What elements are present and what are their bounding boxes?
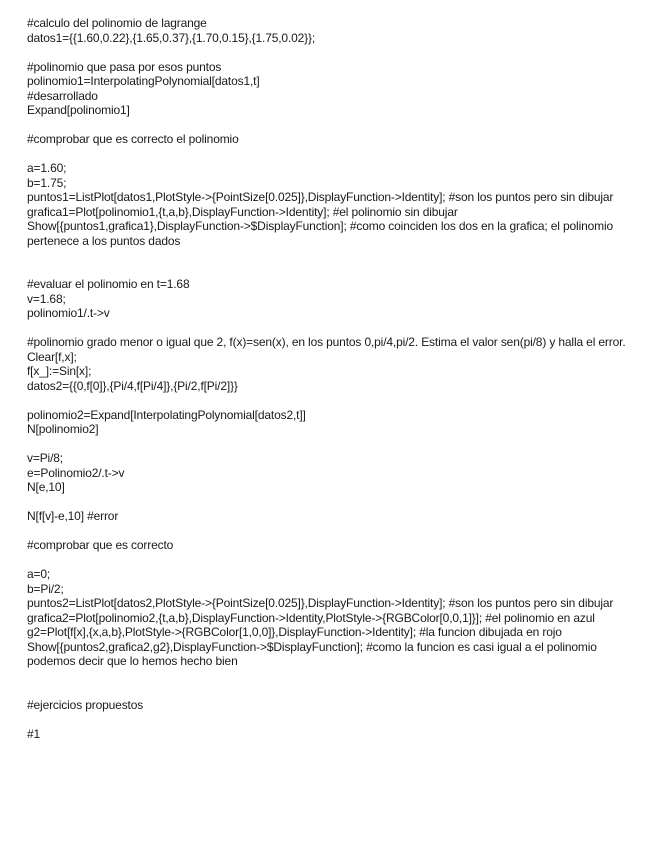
- code-line: N[e,10]: [27, 480, 65, 494]
- code-line: #comprobar que es correcto: [27, 538, 174, 552]
- blank-line: [27, 45, 629, 60]
- blank-line: [27, 393, 629, 408]
- code-line: e=Polinomio2/.t->v: [27, 465, 125, 480]
- blank-line: [27, 553, 629, 568]
- code-line: Clear[f,x];: [27, 349, 77, 364]
- code-line: polinomio2=Expand[InterpolatingPolynomial[datos2,t]]: [27, 407, 306, 422]
- code-line: puntos1=ListPlot[datos1,PlotStyle->{PointSize[0.025]},DisplayFunction->Identity]; #son los puntos pero sin dibujar: [27, 190, 614, 204]
- code-line: a=0;: [27, 567, 51, 581]
- code-line: #comprobar que es correcto el polinomio: [27, 132, 239, 146]
- code-line: v=1.68;: [27, 291, 66, 306]
- code-line: grafica1=Plot[polinomio1,{t,a,b},DisplayFunction->Identity]; #el polinomio sin dibujar: [27, 204, 458, 219]
- code-line: #desarrollado: [27, 88, 98, 103]
- code-line: b=1.75;: [27, 175, 67, 190]
- code-line: Show[{puntos2,grafica2,g2},DisplayFunction->$DisplayFunction]; #como la funcion es casi igual a el polinomio podemos decir que lo hemos hecho bien: [27, 639, 600, 668]
- blank-line: [27, 321, 629, 336]
- blank-line: [27, 263, 629, 278]
- blank-line: [27, 495, 629, 510]
- blank-line: [27, 669, 629, 684]
- code-line: Show[{puntos1,grafica1},DisplayFunction->$DisplayFunction]; #como coinciden los dos en la grafica; el polinomio pertenece a los puntos dados: [27, 219, 617, 248]
- code-line: N[f[v]-e,10] #error: [27, 509, 119, 523]
- code-line: b=Pi/2;: [27, 581, 64, 596]
- blank-line: [27, 683, 629, 698]
- blank-line: [27, 712, 629, 727]
- code-line: a=1.60;: [27, 161, 67, 175]
- code-line: #ejercicios propuestos: [27, 697, 144, 712]
- code-line: datos1={{1.60,0.22},{1.65,0.37},{1.70,0.15},{1.75,0.02}};: [27, 30, 316, 45]
- code-line: f[x_]:=Sin[x];: [27, 364, 92, 378]
- code-line: #evaluar el polinomio en t=1.68: [27, 277, 190, 291]
- code-line: v=Pi/8;: [27, 451, 63, 465]
- code-line: #polinomio que pasa por esos puntos: [27, 59, 222, 74]
- code-line: #polinomio grado menor o igual que 2, f(x)=sen(x), en los puntos 0,pi/4,pi/2. Estima el valor sen(pi/8) y halla el error.: [27, 335, 626, 349]
- code-line: puntos2=ListPlot[datos2,PlotStyle->{PointSize[0.025]},DisplayFunction->Identity]; #son los puntos pero sin dibujar: [27, 596, 614, 610]
- code-line: #calculo del polinomio de lagrange: [27, 16, 207, 30]
- code-line: grafica2=Plot[polinomio2,{t,a,b},DisplayFunction->Identity,PlotStyle->{RGBColor[0,0,1]}]; #el polinomio en azul: [27, 610, 595, 625]
- code-line: datos2={{0,f[0]},{Pi/4,f[Pi/4]},{Pi/2,f[Pi/2]}}: [27, 378, 238, 393]
- blank-line: [27, 147, 629, 162]
- blank-line: [27, 437, 629, 452]
- code-line: polinomio1/.t->v: [27, 306, 110, 320]
- code-line: N[polinomio2]: [27, 422, 99, 436]
- blank-line: [27, 118, 629, 133]
- code-line: Expand[polinomio1]: [27, 103, 130, 117]
- blank-line: [27, 524, 629, 539]
- document-body: [27, 16, 629, 741]
- code-line: #1: [27, 726, 41, 741]
- blank-line: [27, 248, 629, 263]
- code-line: g2=Plot[f[x],{x,a,b},PlotStyle->{RGBColor[1,0,0]},DisplayFunction->Identity]; #la funcion dibujada en rojo: [27, 625, 562, 639]
- code-line: polinomio1=InterpolatingPolynomial[datos1,t]: [27, 74, 260, 88]
